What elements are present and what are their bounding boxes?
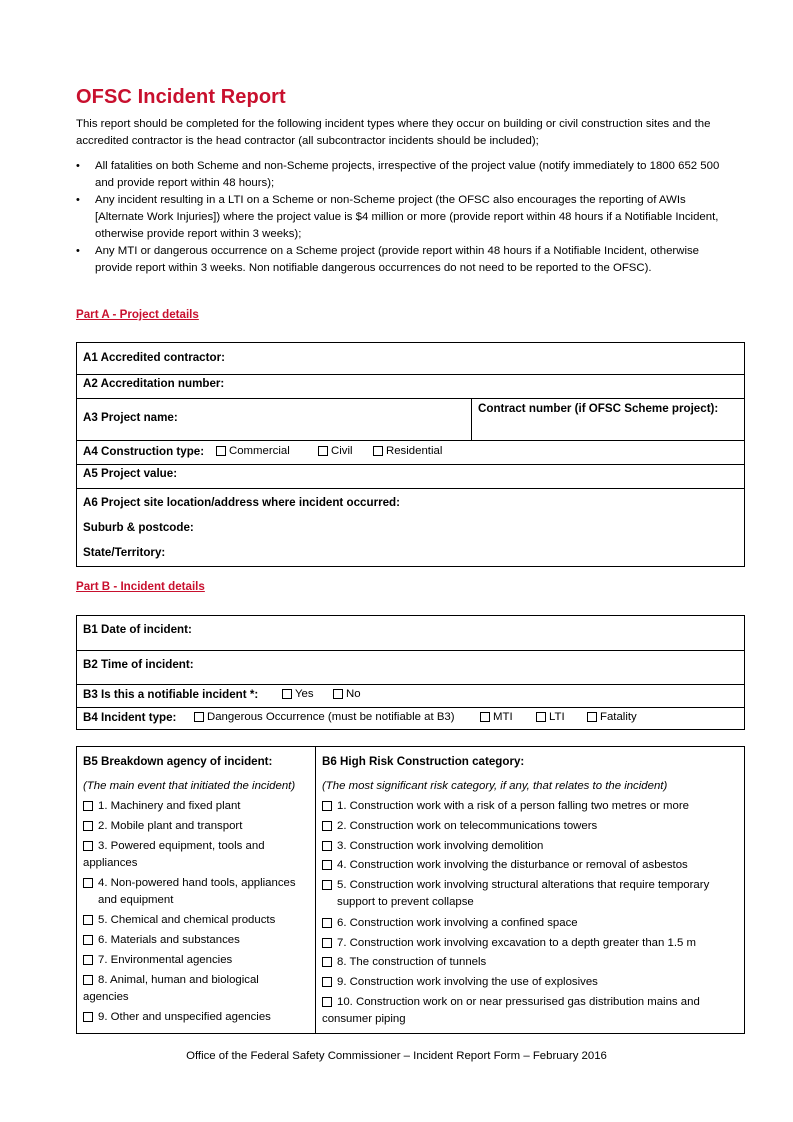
lti-checkbox[interactable]: LTI xyxy=(536,711,565,723)
a2-row[interactable] xyxy=(77,374,744,398)
a3-row xyxy=(77,398,744,440)
intro-paragraph: This report should be completed for the following incident types where they occur on building or civil construction sites and the accredited contractor is the head contractor (all subcontractor incidents should be included); xyxy=(76,118,711,147)
checkbox-icon xyxy=(194,712,204,722)
checkbox-icon xyxy=(322,821,332,831)
b6-option-5[interactable]: 5. Construction work involving structural alterations that require temporary support to prevent collapse xyxy=(322,877,740,911)
b6-option-1[interactable]: 1. Construction work with a risk of a person falling two metres or more xyxy=(322,798,740,815)
b6-option-7[interactable]: 7. Construction work involving excavation to a depth greater than 1.5 m xyxy=(322,935,740,952)
part-a-table xyxy=(76,342,745,567)
no-checkbox[interactable]: No xyxy=(333,688,361,700)
b4-row xyxy=(77,707,744,729)
a1-row[interactable] xyxy=(77,343,744,374)
checkbox-icon xyxy=(322,801,332,811)
b4-label: B4 Incident type: xyxy=(83,711,177,724)
b6-option-10[interactable]: 10. Construction work on or near pressurised gas distribution mains and consumer piping xyxy=(322,996,700,1025)
b1-label: B1 Date of incident: xyxy=(83,623,192,636)
b5-option-7[interactable]: 7. Environmental agencies xyxy=(83,952,311,969)
b5-b6-table xyxy=(76,746,745,1034)
list-item: • All fatalities on both Scheme and non-Scheme projects, irrespective of the project value (notify immediately to 1800 652 500 and provide report within 48 hours); xyxy=(76,158,736,192)
suburb-label: Suburb & postcode: xyxy=(83,521,194,534)
a5-row[interactable] xyxy=(77,464,744,488)
b3-label: B3 Is this a notifiable incident *: xyxy=(83,688,259,701)
b6-heading: B6 High Risk Construction category: xyxy=(322,755,525,768)
contract-number-field[interactable] xyxy=(472,399,744,440)
b5-option-9[interactable]: 9. Other and unspecified agencies xyxy=(83,1009,311,1026)
a1-label: A1 Accredited contractor: xyxy=(83,351,225,364)
state-label: State/Territory: xyxy=(83,546,166,559)
residential-checkbox[interactable]: Residential xyxy=(373,445,442,457)
checkbox-icon xyxy=(83,935,93,945)
b5-heading: B5 Breakdown agency of incident: xyxy=(83,755,273,768)
checkbox-icon xyxy=(373,446,383,456)
checkbox-icon xyxy=(322,977,332,987)
b6-option-4[interactable]: 4. Construction work involving the disturbance or removal of asbestos xyxy=(322,857,740,874)
checkbox-icon xyxy=(83,841,93,851)
yes-checkbox[interactable]: Yes xyxy=(282,688,314,700)
b5-option-4[interactable]: 4. Non-powered hand tools, appliances and equipment xyxy=(83,875,311,909)
civil-checkbox[interactable]: Civil xyxy=(318,445,353,457)
checkbox-icon xyxy=(322,957,332,967)
b5-option-5[interactable]: 5. Chemical and chemical products xyxy=(83,912,311,929)
checkbox-icon xyxy=(480,712,490,722)
b6-option-2[interactable]: 2. Construction work on telecommunications towers xyxy=(322,818,740,835)
a6-row[interactable] xyxy=(77,488,744,566)
checkbox-icon xyxy=(83,955,93,965)
b2-label: B2 Time of incident: xyxy=(83,658,194,671)
b6-option-6[interactable]: 6. Construction work involving a confined space xyxy=(322,915,740,932)
b6-option-3[interactable]: 3. Construction work involving demolition xyxy=(322,838,740,855)
b5-option-3[interactable]: 3. Powered equipment, tools and appliances xyxy=(83,840,265,869)
a4-row xyxy=(77,440,744,464)
b6-subheading: (The most significant risk category, if any, that relates to the incident) xyxy=(322,780,668,792)
checkbox-icon xyxy=(83,1012,93,1022)
a4-label: A4 Construction type: xyxy=(83,445,205,458)
part-b-table xyxy=(76,615,745,730)
checkbox-icon xyxy=(83,975,93,985)
b5-option-8[interactable]: 8. Animal, human and biological agencies xyxy=(83,974,259,1003)
b6-option-8[interactable]: 8. The construction of tunnels xyxy=(322,954,740,971)
mti-checkbox[interactable]: MTI xyxy=(480,711,513,723)
list-item: • Any incident resulting in a LTI on a Scheme or non-Scheme project (the OFSC also encourages the reporting of AWIs [Alternate Work Injuries]) where the project value is $4 million or more (provide report within 48 hours if a Notifiable Incident, otherwise provide report within 3 weeks); xyxy=(76,192,736,243)
contract-number-label: Contract number (if OFSC Scheme project): xyxy=(478,402,719,415)
checkbox-icon xyxy=(322,841,332,851)
a5-label: A5 Project value: xyxy=(83,467,178,480)
checkbox-icon xyxy=(322,938,332,948)
checkbox-icon xyxy=(83,915,93,925)
checkbox-icon xyxy=(322,918,332,928)
page-title: OFSC Incident Report xyxy=(76,86,286,108)
b5-option-1[interactable]: 1. Machinery and fixed plant xyxy=(83,798,311,815)
b5-subheading: (The main event that initiated the incident) xyxy=(83,780,296,792)
incident-type-list xyxy=(76,158,736,277)
checkbox-icon xyxy=(322,860,332,870)
a6-label: A6 Project site location/address where incident occurred: xyxy=(83,496,400,509)
list-item: • Any MTI or dangerous occurrence on a Scheme project (provide report within 48 hours if a Notifiable Incident, otherwise provide report within 3 weeks. Non notifiable dangerous occurrences do not need to be reported to the OFSC). xyxy=(76,243,736,277)
commercial-checkbox[interactable]: Commercial xyxy=(216,445,290,457)
b5-option-6[interactable]: 6. Materials and substances xyxy=(83,932,311,949)
column-divider xyxy=(315,747,316,1033)
checkbox-icon xyxy=(282,689,292,699)
checkbox-icon xyxy=(83,821,93,831)
part-a-heading: Part A - Project details xyxy=(76,308,199,321)
dangerous-occurrence-checkbox[interactable]: Dangerous Occurrence (must be notifiable at B3) xyxy=(194,711,455,723)
checkbox-icon xyxy=(322,880,332,890)
b1-row[interactable] xyxy=(77,616,744,650)
checkbox-icon xyxy=(536,712,546,722)
checkbox-icon xyxy=(83,801,93,811)
a2-label: A2 Accreditation number: xyxy=(83,377,225,390)
fatality-checkbox[interactable]: Fatality xyxy=(587,711,637,723)
checkbox-icon xyxy=(587,712,597,722)
b6-option-9[interactable]: 9. Construction work involving the use of explosives xyxy=(322,974,740,991)
checkbox-icon xyxy=(216,446,226,456)
a3-label: A3 Project name: xyxy=(83,411,178,424)
checkbox-icon xyxy=(333,689,343,699)
checkbox-icon xyxy=(322,997,332,1007)
b2-row[interactable] xyxy=(77,650,744,684)
checkbox-icon xyxy=(318,446,328,456)
part-b-heading: Part B - Incident details xyxy=(76,580,205,593)
b5-option-2[interactable]: 2. Mobile plant and transport xyxy=(83,818,311,835)
checkbox-icon xyxy=(83,878,93,888)
b3-row xyxy=(77,684,744,707)
page-footer: Office of the Federal Safety Commissioner – Incident Report Form – February 2016 xyxy=(186,1050,607,1062)
